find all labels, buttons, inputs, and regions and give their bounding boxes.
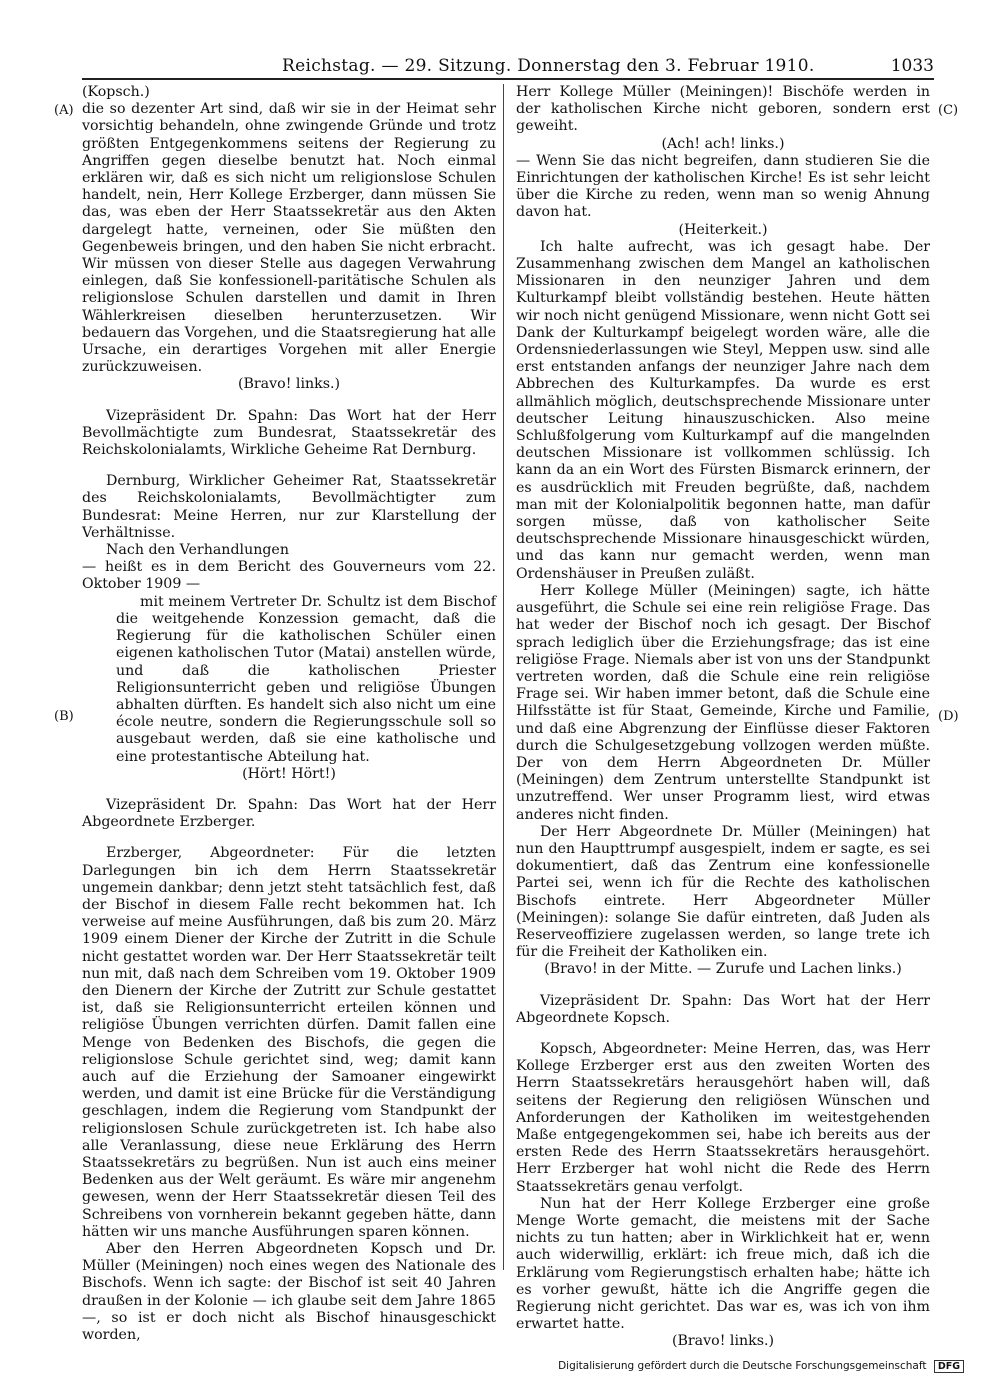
speaker-continuation: (Kopsch.) xyxy=(82,84,150,100)
paragraph: Der Herr Abgeordnete Dr. Müller (Meiningen) hat nun den Haupttrumpf ausgespielt, indem er sagte, es sei dokumentiert, daß das Zentrum eine konfessionelle Partei sei, wenn ich für die Rechte des katholischen Bischofs eintrete. Herr Abgeordneter Müller (Meiningen): solange Sie dafür eintreten, daß Juden als Reserveoffiziere zugelassen werden, so lange trete ich für die Freiheit der Katholiken ein. xyxy=(516,823,930,961)
paragraph: Dernburg, Wirklicher Geheimer Rat, Staatssekretär des Reichskolonialamts, Bevollmächtigter zum Bundesrat: Meine Herren, nur zur Klarstellung der Verhältnisse. xyxy=(82,473,496,541)
margin-mark-b: (B) xyxy=(54,709,74,724)
paragraph: Vizepräsident Dr. Spahn: Das Wort hat der Herr Abgeordnete Erzberger. xyxy=(82,796,496,831)
margin-mark-a: (A) xyxy=(54,103,74,118)
interjection: (Hört! Hört!) xyxy=(242,765,336,782)
quotation: mit meinem Vertreter Dr. Schultz ist dem Bischof die weitgehende Konzession gemacht, daß die Regierung für die katholischen Schüler einen eigenen katholischen Tutor (Matai) anstellen würde, und daß die katholischen Priester Religionsunterricht geben und religiöse Übungen abhalten dürften. Es handelt sich also nicht um eine école neutre, sondern die Regierungsschule soll so ausgebaut werden, daß sie eine katholische und eine protestantische Abteilung hat. xyxy=(116,593,496,765)
header-rule xyxy=(82,78,934,80)
interjection: (Bravo! in der Mitte. — Zurufe und Lachen links.) xyxy=(544,961,902,978)
interjection: (Heiterkeit.) xyxy=(678,221,768,238)
paragraph: Aber den Herren Abgeordneten Kopsch und Dr. Müller (Meiningen) noch eines wegen des Nationale des Bischofs. Wenn ich sagte: der Bischof ist seit 40 Jahren draußen in der Kolonie — ich glaube seit dem Jahre 1865 —, so ist er doch nicht als Bischof hinausgeschickt worden, xyxy=(82,1241,496,1344)
paragraph: Vizepräsident Dr. Spahn: Das Wort hat der Herr Abgeordnete Kopsch. xyxy=(516,992,930,1026)
paragraph: Kopsch, Abgeordneter: Meine Herren, das, was Herr Kollege Erzberger erst aus den zweiten Worten des Herrn Staatssekretärs herausgehört haben will, daß seitens der Regierung den religiösen Wünschen und Anforderungen der Katholiken im weitestgehenden Maße entgegengekommen sei, habe ich bereits aus der ersten Rede des Herrn Staatssekretärs herausgehört. Herr Erzberger hat wohl nicht die Rede des Herrn Staatssekretärs genau verfolgt. xyxy=(516,1040,930,1195)
paragraph: — heißt es in dem Bericht des Gouverneurs vom 22. Oktober 1909 — xyxy=(82,559,496,593)
margin-mark-d: (D) xyxy=(938,709,959,724)
paragraph: Erzberger, Abgeordneter: Für die letzten Darlegungen bin ich dem Herrn Staatssekretär ungemein dankbar; denn jetzt steht tatsächlich fest, daß der Bischof in diesem Falle recht bekommen hat. Ich verweise auf meine Ausführungen, daß bis zum 20. März 1909 einem Diener der Kirche der Zutritt in die Schule nicht gestattet worden war. Der Herr Staatssekretär teilt nun mit, daß nach dem Schreiben vom 19. Oktober 1909 den Dienern der Kirche der Zutritt zur Schule gestattet ist, daß sie Religionsunterricht erteilen können und religiöse Übungen verrichten dürfen. Damit fallen eine Menge von Bedenken des Bischofs, die gegen die religionslose Schule gerichtet sind, weg; damit kann auch auf die Erziehung der Samoaner eingewirkt werden, und damit ist eine Brücke für die Verständigung geschlagen, indem die Regierung vom Standpunkt der religionslosen Schule zurückgetreten ist. Ich habe also alle Veranlassung, diese neue Erklärung des Herrn Staatssekretärs zu begrüßen. Nun ist auch eins meiner Bedenken aus der Welt geräumt. Es wäre mir angenehm gewesen, wenn der Herr Staatssekretär diesen Teil des Schreibens von vornherein bekannt gegeben hätte, dann hätten wir uns manche Ausführungen sparen können. xyxy=(82,845,496,1240)
footer-credit xyxy=(558,1360,964,1373)
paragraph: Ich halte aufrecht, was ich gesagt habe. Der Zusammenhang zwischen dem Mangel an katholischen Missionaren in den neunziger Jahren und dem Kulturkampf bleibt vollständig bestehen. Heute hätten wir noch nicht genügend Missionare, wenn nicht Gott sei Dank der Kulturkampf beigelegt worden wäre, alle die Ordensniederlassungen wie Steyl, Meppen usw. sind alle erst entstanden anfangs der neunziger Jahre nach dem Abbrechen des Kulturkampfes. Da wurde es erst allmählich möglich, deutschsprechende Missionare unter deutscher Leitung hinauszuschicken. Also meine Schlußfolgerung vom Kulturkampf auf die mangelnden deutschen Missionare ist vollkommen schlüssig. Ich kann da an ein Wort des Fürsten Bismarck erinnern, der es ausdrücklich mit Freuden begrüßte, daß, nachdem man mit der Kolonialpolitik begonnen hatte, man dafür sorgen müsse, daß von katholischer Seite deutschsprechende Missionare hinausgeschickt würden, und das kann nur gemacht werden, wenn man Ordenshäuser in Preußen zuläßt. xyxy=(516,238,930,582)
interjection: (Bravo! links.) xyxy=(237,376,341,393)
footer-text: Digitalisierung gefördert durch die Deutsche Forschungsgemeinschaft xyxy=(558,1360,927,1372)
dfg-logo: DFG xyxy=(934,1360,964,1373)
page-number: 1033 xyxy=(890,56,934,76)
column-divider xyxy=(503,84,504,1270)
interjection: (Bravo! links.) xyxy=(671,1333,775,1350)
paragraph: Nun hat der Herr Kollege Erzberger eine große Menge Worte gemacht, die meistens mit der Sache nichts zu tun hatten; aber in Wirklichkeit hat er, wenn auch widerwillig, erklärt: ich freue mich, daß ich die Erklärung vom Regierungstisch erhalten habe; hätte ich es vorher gewußt, hätte ich die Angriffe gegen die Regierung nicht gerichtet. Das war es, was ich von ihm erwartet hatte. xyxy=(516,1195,930,1333)
margin-mark-c: (C) xyxy=(938,103,959,118)
paragraph: Nach den Verhandlungen xyxy=(106,542,289,559)
paragraph: — Wenn Sie das nicht begreifen, dann studieren Sie die Einrichtungen der katholischen Kirche! Es ist sehr leicht über die Kirche zu reden, wenn man so wenig Ahnung davon hat. xyxy=(516,152,930,221)
left-column xyxy=(82,84,496,1344)
paragraph: Herr Kollege Müller (Meiningen)! Bischöfe werden in der katholischen Kirche nicht geboren, sondern erst geweiht. xyxy=(516,84,930,135)
running-title: Reichstag. — 29. Sitzung. Donnerstag den 3. Februar 1910. xyxy=(282,56,815,76)
paragraph: Herr Kollege Müller (Meiningen) sagte, ich hätte ausgeführt, die Schule sei eine rein religiöse Frage. Das hat weder der Bischof noch ich gesagt. Der Bischof sprach lediglich über die Erziehungsfrage; das ist eine religiöse Frage. Niemals aber ist von uns der Standpunkt vertreten worden, daß die Schule eine rein religiöse Frage sei. Wir haben immer betont, daß die Schule eine Hilfsstätte ist für Staat, Gemeinde, Kirche und Familie, und daß eine Abgrenzung der Einflüsse dieser Faktoren durch die Schulgesetzgebung vollzogen werden müßte. Der von dem Herrn Abgeordneten Dr. Müller (Meiningen) dem Zentrum unterstellte Standpunkt ist unzutreffend. Wer unser Programm liest, wird etwas anderes nicht finden. xyxy=(516,582,930,823)
paragraph: Vizepräsident Dr. Spahn: Das Wort hat der Herr Bevollmächtigte zum Bundesrat, Staatssekretär des Reichskolonialamts, Wirkliche Geheime Rat Dernburg. xyxy=(82,407,496,459)
page-header xyxy=(82,56,934,82)
right-column xyxy=(516,84,930,1351)
paragraph: die so dezenter Art sind, daß wir sie in der Heimat sehr vorsichtig behandeln, ohne zwingende Gründe und trotz größten Entgegenkommens seitens der Regierung zu Angriffen gegen dieselbe benutzt hat. Noch einmal erklären wir, daß es sich nicht um religionslose Schulen handelt, nein, Herr Kollege Erzberger, dann müssen Sie das, was eben der Herr Staatssekretär aus den Akten dargelegt hatte, verneinen, oder Sie müßten den Gegenbeweis bringen, und den haben Sie nicht erbracht. Wir müssen von dieser Stelle aus dagegen Verwahrung einlegen, daß Sie konfessionell-paritätische Schulen als religionslose Schulen darstellen und damit in Ihren Wählerkreisen dieselben herunterzusetzen. Wir bedauern das Vorgehen, und die Staatsregierung hat alle Ursache, ein derartiges Vorgehen mit aller Energie zurückzuweisen. xyxy=(82,101,496,376)
interjection: (Ach! ach! links.) xyxy=(661,135,785,152)
